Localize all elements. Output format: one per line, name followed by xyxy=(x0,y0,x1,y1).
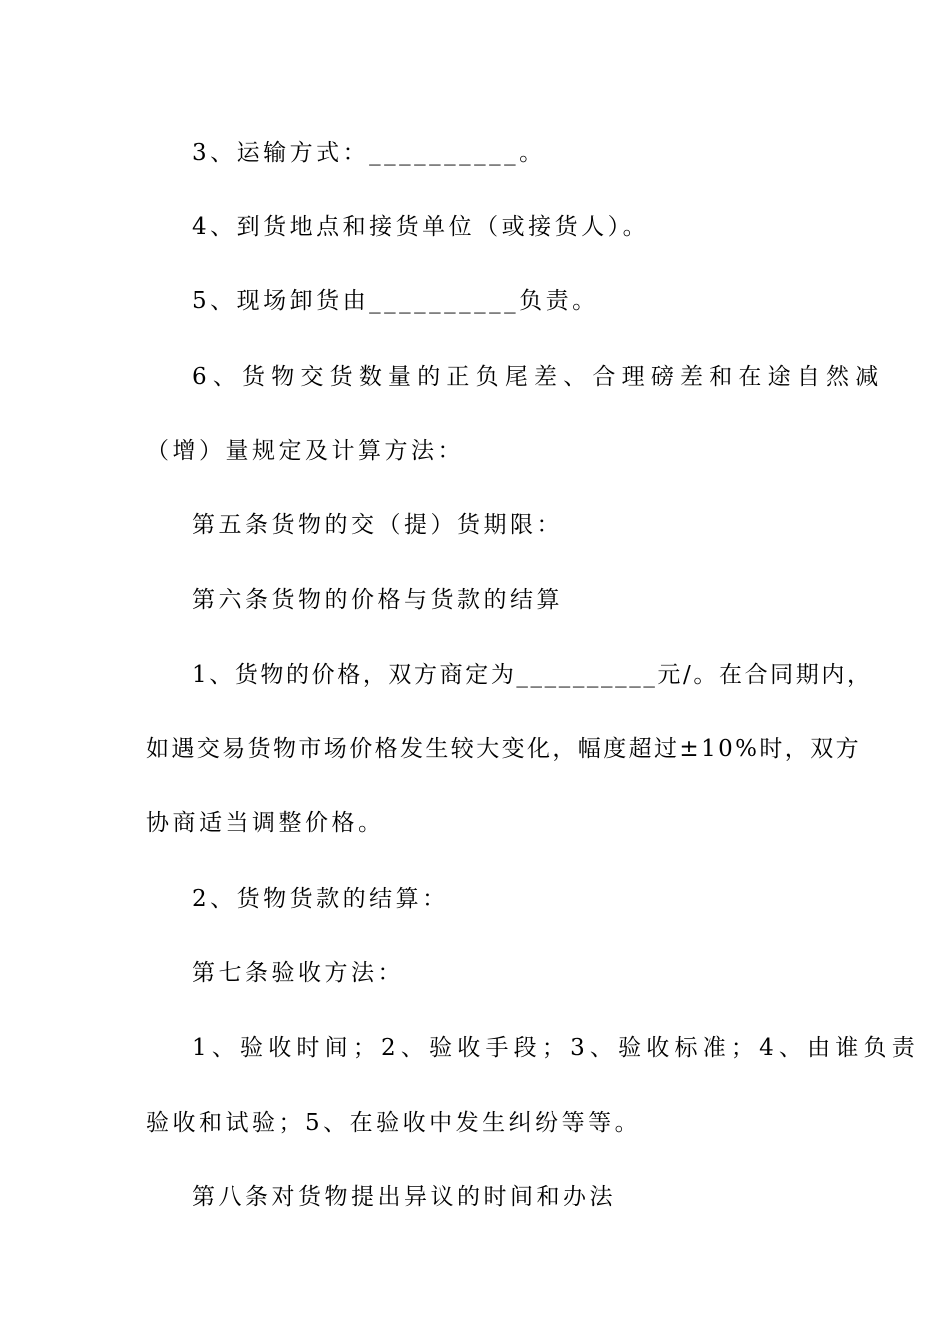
paragraph-delivery-location: 4、到货地点和接货单位（或接货人）。 xyxy=(192,214,650,240)
paragraph-price: 1、货物的价格，双方商定为__________元/。在合同期内， xyxy=(192,662,873,688)
paragraph-price-cont-2: 协商适当调整价格。 xyxy=(146,810,385,836)
paragraph-transport-method: 3、运输方式：__________。 xyxy=(192,140,546,166)
paragraph-quantity-tolerance: 6、货物交货数量的正负尾差、合理磅差和在途自然减 xyxy=(192,364,885,390)
article-eight-heading: 第八条对货物提出异议的时间和办法 xyxy=(192,1184,616,1210)
article-seven-heading: 第七条验收方法： xyxy=(192,960,404,986)
paragraph-quantity-tolerance-cont: （增）量规定及计算方法： xyxy=(146,438,464,464)
paragraph-inspection-items: 1、验收时间；2、验收手段；3、验收标准；4、由谁负责 xyxy=(192,1035,920,1061)
paragraph-inspection-items-cont: 验收和试验；5、在验收中发生纠纷等等。 xyxy=(146,1110,642,1136)
article-five-heading: 第五条货物的交（提）货期限： xyxy=(192,512,563,538)
paragraph-settlement: 2、货物货款的结算： xyxy=(192,886,449,912)
paragraph-price-cont-1: 如遇交易货物市场价格发生较大变化，幅度超过±10%时，双方 xyxy=(146,736,861,762)
article-six-heading: 第六条货物的价格与货款的结算 xyxy=(192,587,563,613)
paragraph-unloading: 5、现场卸货由__________负责。 xyxy=(192,288,599,314)
